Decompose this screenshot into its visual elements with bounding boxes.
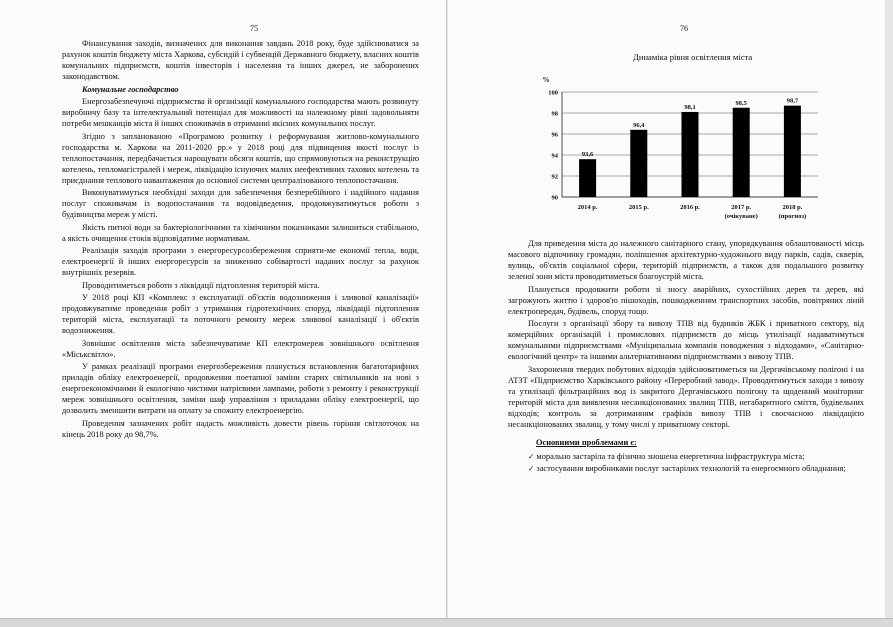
y-tick-label: 94 [551,152,558,160]
paragraph: Зовнішнє освітлення міста забезпечуватиме КП електромереж зовнішнього освітлення «Міськсвітло». [62,338,419,359]
paragraph: Проводитиметься роботи з ліквідації підтоплення територій міста. [82,280,320,290]
bar [579,159,596,197]
y-axis-label: % [542,76,550,84]
x-tick-label: 2016 р. [680,204,700,211]
paragraph: Фінансування заходів, визначених для виконання завдань 2018 року, буде здійснюватися за рахунок коштів бюджету міста Харкова, субсидій і субвенцій Державного бюджету, власних коштів комунальних підприємств, коштів інвесторів і населення та інших джерел, не заборонених законодавством. [62,39,419,81]
page-number: 76 [680,24,688,33]
data-label: 98,7 [786,97,799,105]
y-tick-label: 98 [551,110,558,118]
paragraph: Послуги з організації збору та вивозу ТПВ від будинків ЖБК і приватного сектору, від комерційних організацій і промислових підприємств до місць утилізації надаватимуться комунальними підприємствами «Муніципальна компанія поводження з відходами», «Санітарно-екологічний центр» та іншими альтернативними підприємствами з вивозу ТПВ. [508,319,864,361]
problem-item [508,463,864,474]
x-tick-note: (очікуване) [724,213,758,220]
y-tick-label: 90 [551,194,558,202]
x-tick-label: 2014 р. [577,204,598,211]
x-tick-label: 2017 р. [731,204,752,211]
y-tick-label: 100 [548,89,558,97]
paragraph: Виконуватимуться необхідні заходи для забезпечення безперебійного і надійного надання послуг споживачам із водопостачання та водовідведення, продовжуватимуться роботи з будівництва мереж у місті. [62,188,419,219]
left-page-body [62,38,419,441]
paragraph: Захоронення твердих побутових відходів здійснюватиметься на Дергачівському полігоні і на АТЗТ «Підприємство Харківського району «Переробний завод». Проводитимуться заходи з вивозу та утилізації фільтраційних вод із закритого Дергачівського полігону та щоденний моніторинг територій міста для виявлення несанкціонованих звалищ ТПВ, негабаритного сміття, будівельних відходів; контроль за дотриманням графіків вивозу ТПВ і своєчасною ліквідацією несанкціонованих звалищ, у тому числі у приватному секторі. [508,364,864,429]
problem-item [508,451,864,462]
checkmark-icon: ✓ [528,451,535,461]
bar-chart [540,72,830,224]
bar [784,106,801,197]
chart-title: Динаміка рівня освітлення міста [633,52,753,62]
bar [733,108,750,197]
x-tick-note: (прогноз) [778,213,807,220]
paragraph: Для приведення міста до належного санітарного стану, упорядкування облаштованості місць масового відпочинку громадян, поліпшення архітектурно-художнього виду парків, садів, скверів, вулиць, об'єктів соціальної сфери, територій підприємств, а також для подальшого розвитку зеленої зони міста проводитиметься благоустрій міста. [508,239,864,281]
paragraph: Згідно з запланованою «Програмою розвитку і реформування житлово-комунального господарства м. Харкова на 2011-2020 рр.» у 2018 році для підвищення якості послуг із теплопостачання, передбачається нарощувати обсяги коштів, що спрямовуються на реконструкцію котелень, тепломагістралей і мереж, ліквідацію існуючих малих неефективних тахових котелень та приєднання теплового навантаження до основної системи централізованого теплопостачання. [62,131,419,185]
data-label: 98,5 [735,99,747,107]
paragraph: Проведення зазначених робіт надасть можливість довести рівень горіння світлоточок на кінець 2018 року до 98,7%. [62,418,419,439]
paragraph: Якість питної води за бактеріологічними та хімічними показниками залишиться стабільною, а якість очищення стоків відповідатиме нормативам. [62,222,419,243]
x-tick-label: 2015 р. [628,204,649,211]
paragraph: У 2018 році КП «Комплекс з експлуатації об'єктів водозниження і зливової каналізації» продовжуватиме проведення робіт з утримання гідротехнічних споруд, ліквідації підтоплення територій міста, експлуатації та поточного ремонту мереж зливової каналізації і об'єктів водозниження. [62,293,419,335]
problem-text: застосування виробниками послуг застарілих технологій та енергоємного обладнання; [536,464,846,473]
bar [630,130,647,197]
page-number: 75 [250,24,258,33]
right-page-body [508,238,864,476]
checkmark-icon: ✓ [528,464,535,473]
y-tick-label: 96 [551,131,558,139]
data-label: 96,4 [633,121,645,129]
y-tick-label: 92 [551,173,558,181]
paragraph: У рамках реалізації програми енергозбереження планується встановлення багатотарифних приладів обліку електроенергії, продовження поетапної заміни старих світильників на нові з енергоекономічними й екологічно чистими натрієвими лампами, роботи з ремонту і реконструкції мереж зовнішнього освітлення, заміни шаф управління з приладами обліку електроенергії, що дозволить зменшити витрати на оплату за спожиту електроенергію. [62,362,419,415]
bar [682,112,699,197]
problem-text: морально застаріла та фізично зношена енергетична інфраструктура міста; [536,451,805,461]
paragraph: Енергозабезпечуючі підприємства й організації комунального господарства мають розвинуту виробничу базу та інтелектуальний потенціал для можливості на належному рівні задовольняти потреби мешканців міста й інших споживачів в отриманні якісних комунальних послуг. [62,97,419,128]
paragraph: Планується продовжити роботи зі зносу аварійних, сухостійних дерев та дерев, які загрожують життю і здоров'ю пішоходів, пошкодженням транспортних засобів, повітряних ліній електропередач, будівель, споруд тощо. [508,284,864,316]
problems-title: Основними проблемами є: [536,437,637,447]
data-label: 98,1 [684,103,696,111]
paragraph: Реалізація заходів програми з енергоресурсозбереження сприяти-ме економії тепла, води, електроенергії й інших енергоресурсів за зниженню собівартості наданих послуг за рахунок внутрішніх резервів. [62,246,419,277]
x-tick-label: 2018 р. [782,204,803,211]
section-title: Комунальне господарство [82,84,179,94]
data-label: 93,6 [581,151,594,159]
